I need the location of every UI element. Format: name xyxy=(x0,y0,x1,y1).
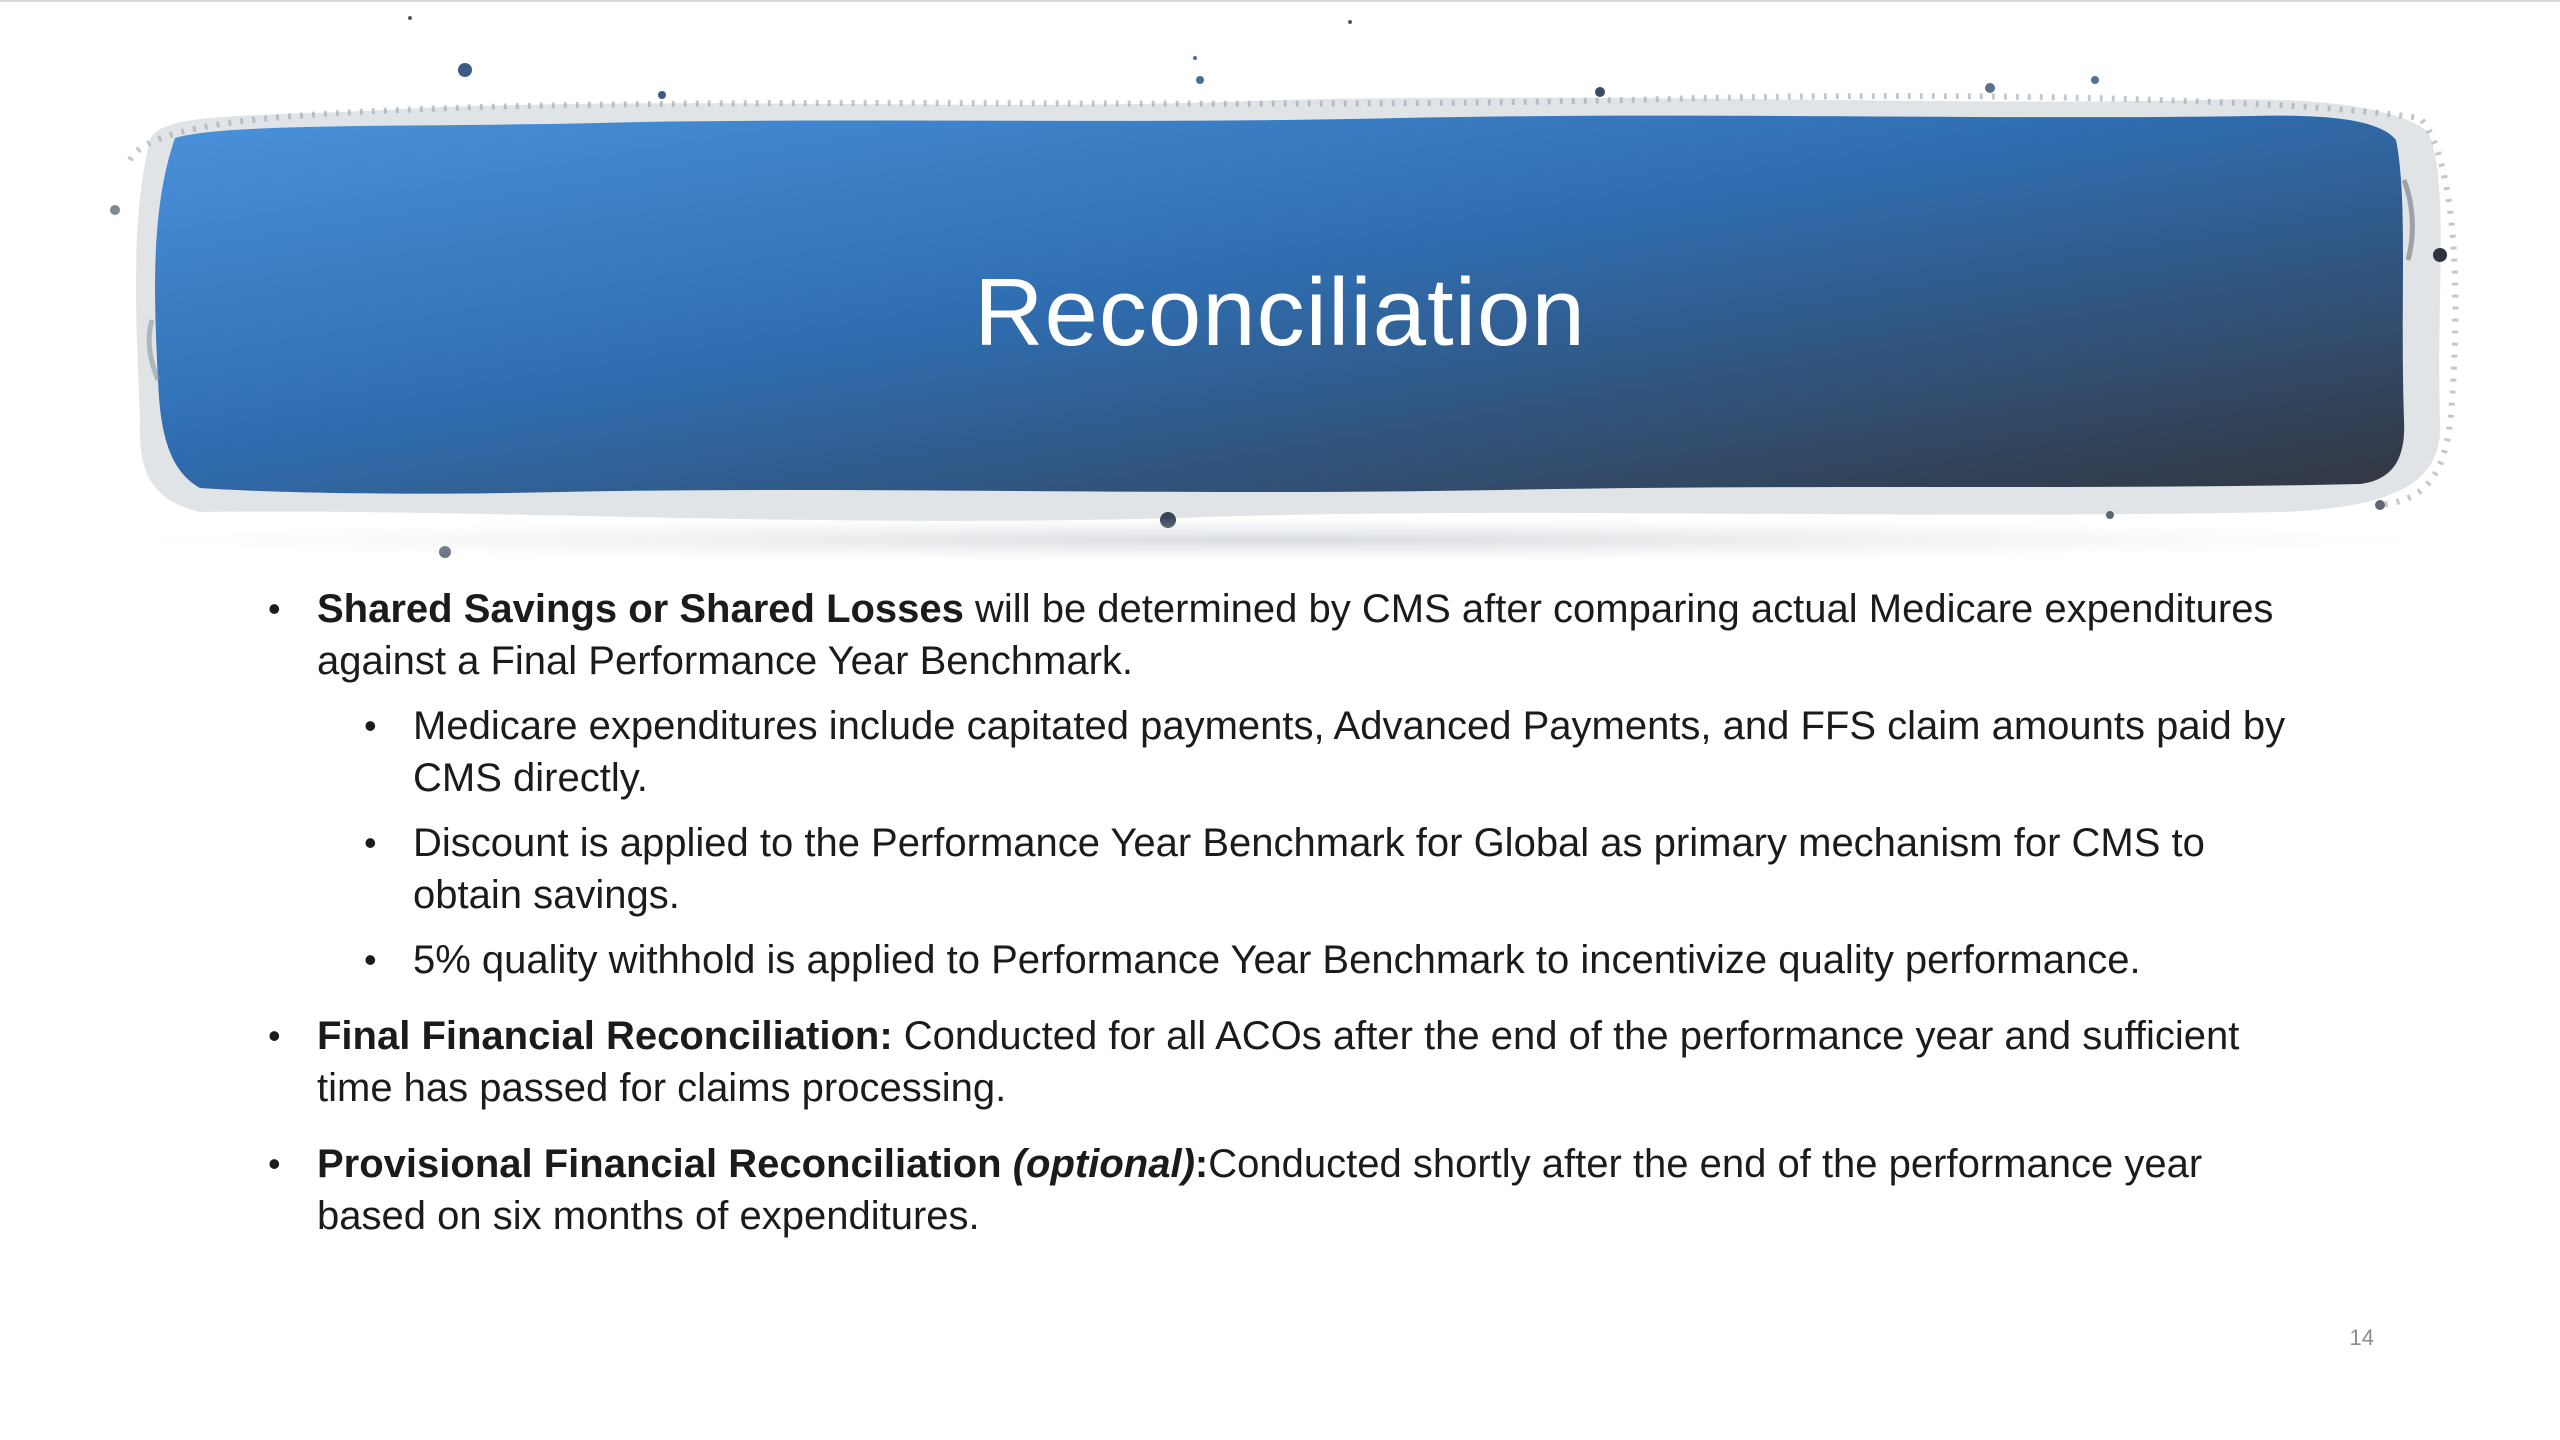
subbullet-text: Medicare expenditures include capitated payments, Advanced Payments, and FFS claim amounts paid by CMS directly. xyxy=(413,704,2286,800)
bullet-provisional-reconciliation xyxy=(262,1138,2302,1242)
bullet-text: will be determined by CMS after comparing actual Medicare expenditures against a Final Performance Year Benchmark. xyxy=(317,587,2274,683)
bullet-optional-tag: (optional) xyxy=(1012,1142,1195,1186)
bullet-colon: : xyxy=(1194,1142,1209,1186)
bullet-text: Conducted for all ACOs after the end of the performance year and sufficient time has passed for claims processing. xyxy=(317,1014,2240,1110)
bullet-dot-icon: • xyxy=(268,588,281,629)
bullet-dot-icon: • xyxy=(268,1015,281,1056)
bullet-dot-icon: • xyxy=(364,705,377,746)
bullet-text: Conducted shortly after the end of the performance year based on six months of expenditures. xyxy=(317,1142,2203,1238)
bullet-dot-icon: • xyxy=(364,939,377,980)
bullet-dot-icon: • xyxy=(268,1143,281,1184)
bullet-list xyxy=(262,583,2302,1266)
bullet-final-reconciliation xyxy=(262,1010,2302,1114)
bullet-dot-icon: • xyxy=(364,822,377,863)
subbullet-text: 5% quality withhold is applied to Performance Year Benchmark to incentivize quality performance. xyxy=(413,938,2141,982)
subbullet-discount xyxy=(262,817,2302,921)
bullet-bold-lead: Final Financial Reconciliation: xyxy=(317,1014,893,1058)
subbullet-expenditures xyxy=(262,700,2302,804)
slide-title: Reconciliation xyxy=(974,259,1586,366)
bullet-bold-lead: Shared Savings or Shared Losses xyxy=(317,587,964,631)
subbullet-quality-withhold xyxy=(262,934,2302,986)
page-number: 14 xyxy=(2349,1325,2374,1350)
bullet-bold-lead: Provisional Financial Reconciliation xyxy=(317,1142,1013,1186)
bullet-shared-savings xyxy=(262,583,2302,986)
subbullet-text: Discount is applied to the Performance Year Benchmark for Global as primary mechanism for CMS to obtain savings. xyxy=(413,821,2205,917)
